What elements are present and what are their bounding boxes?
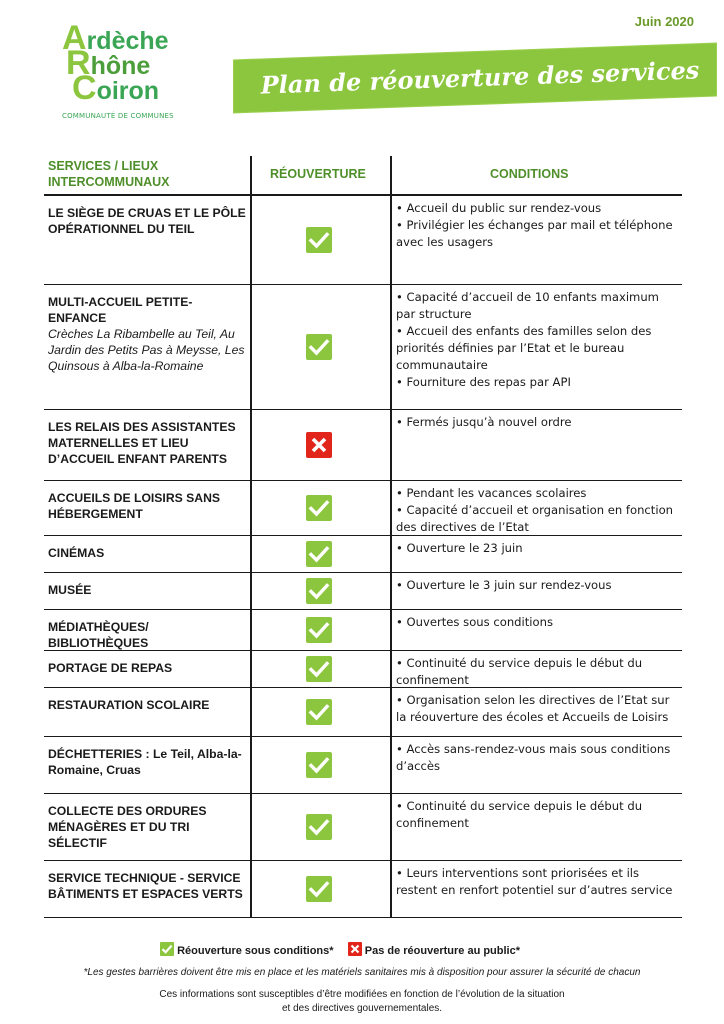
disclaimer-line-2: et des directives gouvernementales. [281,1003,443,1014]
column-divider [250,610,252,650]
legend-ok-label: Réouverture sous conditions* [177,945,334,957]
check-icon [306,541,332,567]
column-divider [250,196,252,284]
page-title: Plan de réouverture des services [260,55,700,100]
logo-subtitle: COMMUNAUTÉ DE COMMUNES [62,112,174,120]
condition-item: • Ouverture le 23 juin [396,541,523,555]
column-divider [250,651,252,687]
table-row [44,610,682,651]
condition-item: • Leurs interventions sont priorisées et ils restent en renfort potentiel sur d’autres service [396,866,673,897]
column-divider [390,481,392,535]
check-icon [306,578,332,604]
condition-item: • Accès sans-rendez-vous mais sous conditions d’accès [396,742,671,773]
service-name [48,294,248,374]
conditions-list [396,577,680,594]
check-icon [306,752,332,778]
table-row [44,737,682,794]
conditions-list [396,692,680,726]
service-name [48,545,248,561]
logo [52,19,212,128]
service-title: LE SIÈGE DE CRUAS ET LE PÔLE OPÉRATIONNEL DU TEIL [48,206,246,236]
conditions-list [396,798,680,832]
column-divider [250,285,252,409]
column-divider [250,410,252,480]
column-divider [250,861,252,917]
column-divider [250,794,252,860]
column-divider [250,688,252,736]
cross-icon [348,942,362,956]
check-icon [306,334,332,360]
column-divider [390,688,392,736]
column-divider [390,410,392,480]
service-name [48,490,248,522]
disclaimer [0,988,724,1016]
service-title: RESTAURATION SCOLAIRE [48,698,210,712]
table-row [44,688,682,737]
condition-item: • Pendant les vacances scolaires [396,486,587,500]
service-title: MUSÉE [48,583,92,597]
check-icon [306,699,332,725]
service-title: DÉCHETTERIES : Le Teil, Alba-la-Romaine, Cruas [48,747,242,777]
condition-item: • Fermés jusqu’à nouvel ordre [396,415,572,429]
service-title: PORTAGE DE REPAS [48,661,173,675]
column-divider [390,573,392,609]
column-divider [390,610,392,650]
check-icon [306,656,332,682]
check-icon [160,942,174,956]
table-row [44,481,682,536]
legend-no-label: Pas de réouverture au public* [364,945,521,957]
table-row [44,861,682,918]
column-divider [390,536,392,572]
service-title: ACCUEILS DE LOISIRS SANS HÉBERGEMENT [48,491,220,521]
service-name [48,870,248,902]
service-name [48,697,248,713]
conditions-list [396,655,680,689]
conditions-list [396,540,680,557]
check-icon [306,814,332,840]
check-icon [306,617,332,643]
column-divider [390,156,392,194]
condition-item: • Accueil du public sur rendez-vous [396,201,602,215]
column-divider [390,196,392,284]
condition-item: • Capacité d’accueil et organisation en fonction des directives de l’Etat [396,503,674,534]
service-detail: Crèches La Ribambelle au Teil, Au Jardin des Petits Pas à Meysse, Les Quinsous à Alba-la-Romaine [48,327,245,373]
column-divider [250,156,252,194]
condition-item: • Continuité du service depuis le début du confinement [396,656,643,687]
table-body [44,196,682,918]
conditions-list [396,741,680,775]
service-name [48,746,248,778]
service-name [48,419,248,467]
conditions-list [396,865,680,899]
condition-item: • Organisation selon les directives de l’Etat sur la réouverture des écoles et Accueils de Loisirs [396,693,670,724]
condition-item: • Ouvertes sous conditions [396,615,554,629]
condition-item: • Ouverture le 3 juin sur rendez-vous [396,578,612,592]
condition-item: • Accueil des enfants des familles selon des priorités définies par l’Etat et le bureau communautaire [396,324,652,372]
conditions-list [396,414,680,431]
service-name [48,803,248,851]
logo-line-3: Coiron [72,69,160,107]
cross-icon [306,432,332,458]
check-icon [306,227,332,253]
column-divider [390,794,392,860]
service-name [48,660,248,676]
check-icon [306,876,332,902]
column-divider [250,481,252,535]
table-row [44,573,682,610]
condition-item: • Continuité du service depuis le début du confinement [396,799,643,830]
document-date: Juin 2020 [634,14,694,29]
service-name [48,619,248,651]
service-name [48,582,248,598]
header-conditions: CONDITIONS [490,167,569,181]
service-title: MULTI-ACCUEIL PETITE-ENFANCE [48,295,193,325]
logo-line-1: Ardèche [62,19,169,57]
footnote: *Les gestes barrières doivent être mis en place et les matériels sanitaires mis à disposition pour assurer la sécurité de chacun [83,967,641,978]
service-title: MÉDIATHÈQUES/ BIBLIOTHÈQUES [48,620,149,650]
condition-item: • Privilégier les échanges par mail et téléphone avec les usagers [396,218,673,249]
table-row [44,196,682,285]
table-row [44,410,682,481]
check-icon [306,495,332,521]
table-header [44,156,682,196]
disclaimer-line-1: Ces informations sont susceptibles d’être modifiées en fonction de l’évolution de la situation [159,989,565,1000]
condition-item: • Capacité d’accueil de 10 enfants maximum par structure [396,290,659,321]
conditions-list [396,289,680,391]
condition-item: • Fourniture des repas par API [396,375,571,389]
column-divider [390,285,392,409]
table-row [44,794,682,861]
service-title: LES RELAIS DES ASSISTANTES MATERNELLES ET LIEU D’ACCUEIL ENFANT PARENTS [48,420,236,466]
header-reopening: RÉOUVERTURE [270,167,366,181]
column-divider [250,737,252,793]
table-row [44,651,682,688]
services-table [44,156,682,918]
header-service: SERVICES / LIEUX INTERCOMMUNAUX [48,159,170,189]
service-title: COLLECTE DES ORDURES MÉNAGÈRES ET DU TRI SÉLECTIF [48,804,207,850]
service-title: CINÉMAS [48,546,105,560]
column-divider [390,651,392,687]
conditions-list [396,200,680,251]
logo-line-2: Rhône [66,44,151,82]
column-divider [390,737,392,793]
service-title: SERVICE TECHNIQUE - SERVICE BÂTIMENTS ET ESPACES VERTS [48,871,243,901]
conditions-list [396,614,680,631]
service-name [48,205,248,237]
column-divider [250,536,252,572]
column-divider [390,861,392,917]
conditions-list [396,485,680,536]
table-row [44,536,682,573]
column-divider [250,573,252,609]
legend [160,942,520,957]
table-row [44,285,682,410]
